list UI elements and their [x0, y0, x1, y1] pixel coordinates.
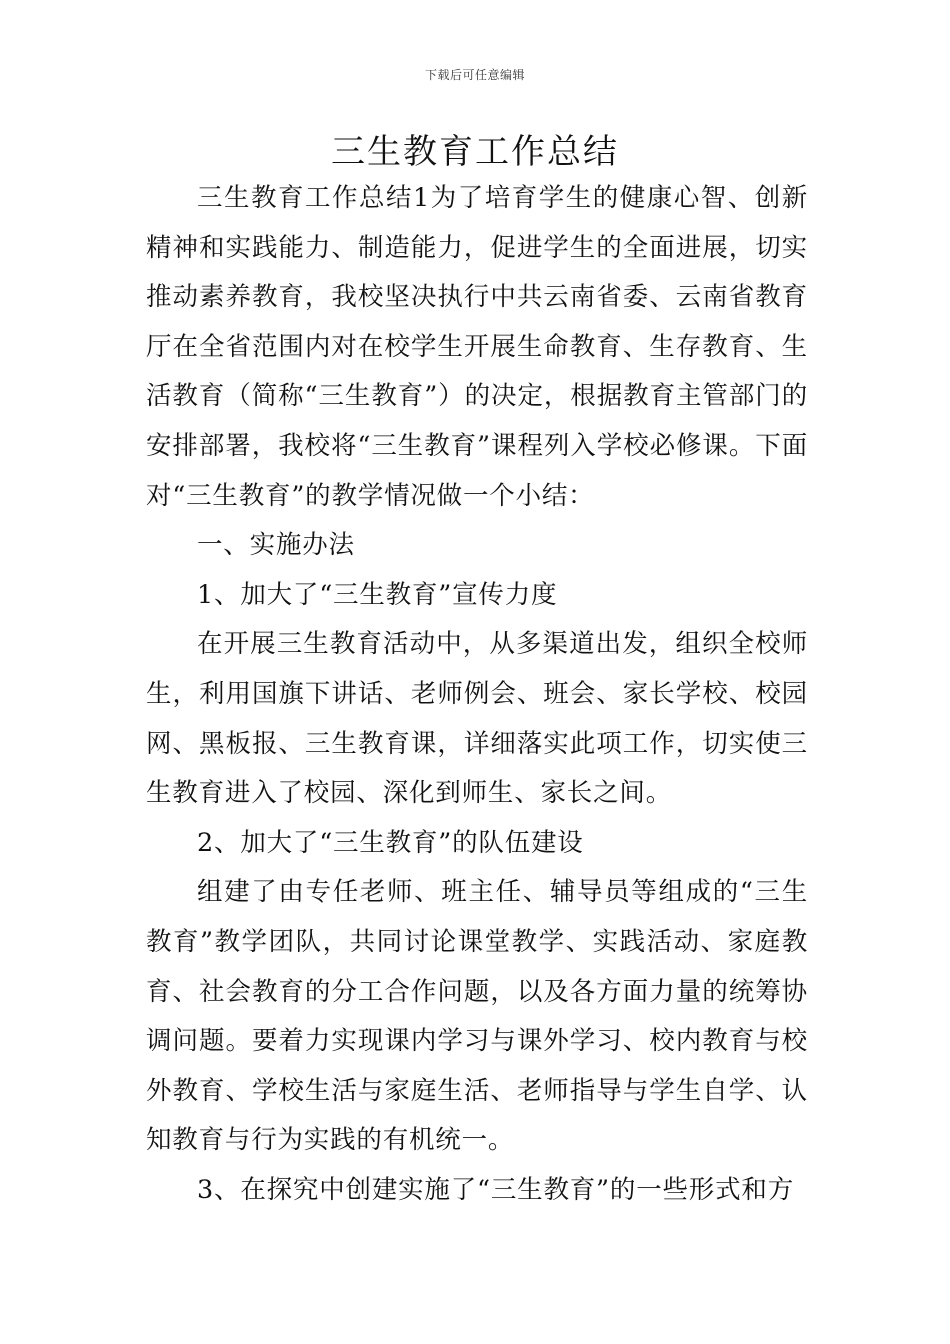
subheading-publicity: 1、加大了“三生教育”宣传力度 [197, 579, 558, 610]
header-note: 下载后可任意编辑 [424, 68, 525, 82]
section-heading-methods: 一、实施办法 [197, 530, 355, 561]
document-body [146, 174, 808, 1215]
paragraph-team-building: 组建了由专任老师、班主任、辅导员等组成的“三生教育”教学团队，共同讨论课堂教学、实践活动、家庭教育、社会教育的分工合作问题，以及各方面力量的统筹协调问题。要着力实现课内学习与课外学习、校内教育与校外教育、学校生活与家庭生活、老师指导与学生自学、认知教育与行为实践的有机统一。 [146, 877, 808, 1156]
document-title: 三生教育工作总结 [331, 132, 619, 172]
paragraph-intro: 三生教育工作总结1为了培育学生的健康心智、创新精神和实践能力、制造能力，促进学生的全面进展，切实推动素养教育，我校坚决执行中共云南省委、云南省教育厅在全省范围内对在校学生开展生命教育、生存教育、生活教育（简称“三生教育”）的决定，根据教育主管部门的安排部署，我校将“三生教育”课程列入学校必修课。下面对“三生教育”的教学情况做一个小结： [146, 183, 808, 511]
paragraph-publicity: 在开展三生教育活动中，从多渠道出发，组织全校师生，利用国旗下讲话、老师例会、班会、家长学校、校园网、黑板报、三生教育课，详细落实此项工作，切实使三生教育进入了校园、深化到师生、家长之间。 [146, 629, 808, 809]
subheading-exploration: 3、在探究中创建实施了“三生教育”的一些形式和方 [197, 1174, 794, 1205]
subheading-team-building: 2、加大了“三生教育”的队伍建设 [197, 827, 584, 858]
